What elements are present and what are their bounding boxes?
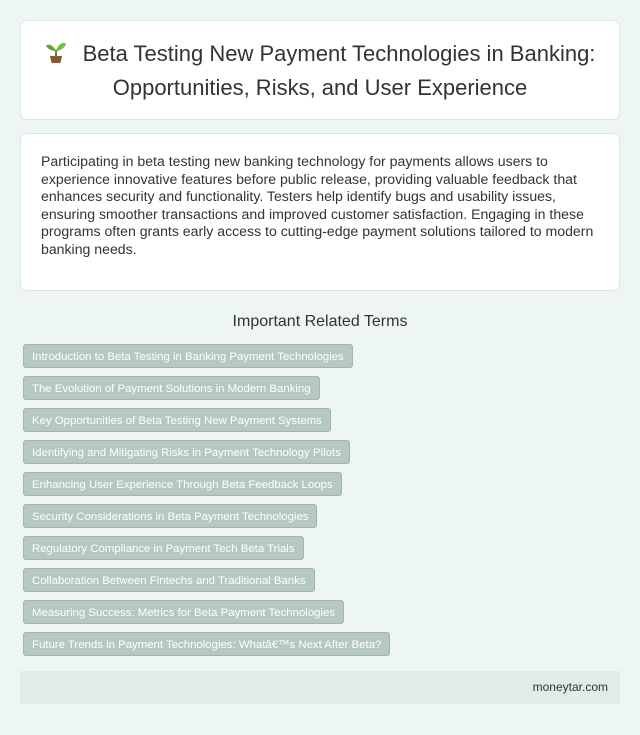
footer-site-link[interactable]: moneytar.com — [532, 680, 608, 694]
term-tag[interactable]: Security Considerations in Beta Payment Technologies — [23, 504, 317, 528]
related-terms-list — [23, 344, 623, 664]
term-tag[interactable]: The Evolution of Payment Solutions in Modern Banking — [23, 376, 320, 400]
term-tag[interactable]: Identifying and Mitigating Risks in Payment Technology Pilots — [23, 440, 350, 464]
sprout-icon — [45, 40, 67, 72]
term-tag[interactable]: Enhancing User Experience Through Beta Feedback Loops — [23, 472, 342, 496]
term-tag[interactable]: Introduction to Beta Testing in Banking Payment Technologies — [23, 344, 353, 368]
intro-paragraph: Participating in beta testing new banking technology for payments allows users to experience innovative features before public release, providing valuable feedback that enhances security and functionality. Testers help identify bugs and usability issues, ensuring smoother transactions and improved customer satisfaction. Engaging in these programs often grants early access to cutting-edge payment solutions tailored to modern banking needs. — [41, 153, 594, 257]
title-card — [20, 20, 620, 120]
term-tag[interactable]: Measuring Success: Metrics for Beta Payment Technologies — [23, 600, 344, 624]
term-tag[interactable]: Regulatory Compliance in Payment Tech Beta Trials — [23, 536, 304, 560]
intro-card — [20, 133, 620, 291]
term-tag[interactable]: Future Trends in Payment Technologies: Whatâ€™s Next After Beta? — [23, 632, 390, 656]
page-title — [21, 38, 619, 103]
title-text: Beta Testing New Payment Technologies in Banking: Opportunities, Risks, and User Experience — [82, 40, 596, 100]
term-tag[interactable]: Collaboration Between Fintechs and Traditional Banks — [23, 568, 315, 592]
term-tag[interactable]: Key Opportunities of Beta Testing New Payment Systems — [23, 408, 331, 432]
footer — [20, 671, 620, 704]
related-terms-heading: Important Related Terms — [232, 313, 408, 330]
